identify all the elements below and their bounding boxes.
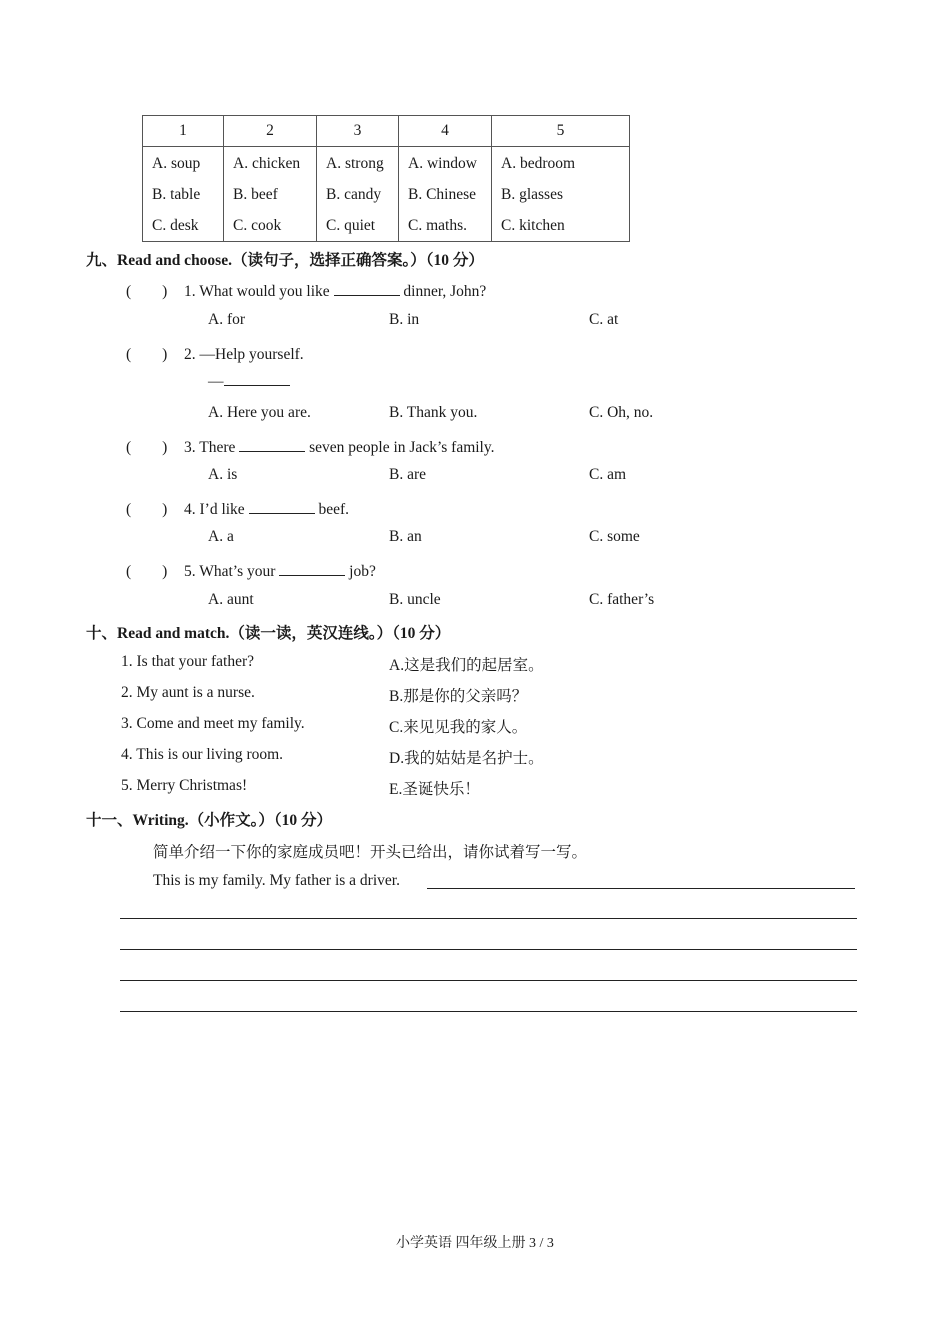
match-left-item[interactable]: 5. Merry Christmas! xyxy=(121,777,248,794)
table-row xyxy=(143,147,630,242)
table-header: 4 xyxy=(399,116,492,147)
table-header-row xyxy=(143,116,630,147)
reply-line xyxy=(208,373,290,391)
writing-starter: This is my family. My father is a driver. xyxy=(153,872,400,889)
dash-text: — xyxy=(208,373,224,390)
vocab-table xyxy=(142,115,630,242)
question-5 xyxy=(126,559,376,581)
option-text: A. strong xyxy=(326,155,384,172)
option-text: B. table xyxy=(152,186,201,203)
option-b: B. are xyxy=(389,466,427,483)
match-right-item[interactable]: A.这是我们的起居室。 xyxy=(389,657,544,674)
option-text: A. chicken xyxy=(233,155,301,172)
option-a: A. aunt xyxy=(208,591,254,608)
match-left-item[interactable]: 2. My aunt is a nurse. xyxy=(121,684,255,701)
option-c: C. am xyxy=(589,466,627,483)
table-cell xyxy=(492,147,630,242)
option-text: C. cook xyxy=(233,217,282,234)
option-text: B. candy xyxy=(326,186,382,203)
section-11-title: 十一、Writing.（小作文。）（10 分） xyxy=(86,812,332,829)
question-text: seven people in Jack’s family. xyxy=(305,439,495,456)
match-right-item[interactable]: E.圣诞快乐！ xyxy=(389,781,480,798)
page-footer: 小学英语 四年级上册 3 / 3 xyxy=(396,1236,554,1251)
answer-paren[interactable]: ( ) xyxy=(126,563,168,580)
option-a: A. is xyxy=(208,466,238,483)
option-a: A. a xyxy=(208,528,234,545)
answer-blank[interactable] xyxy=(249,501,315,514)
table-header: 5 xyxy=(492,116,630,147)
answer-paren[interactable]: ( ) xyxy=(126,501,168,518)
question-4 xyxy=(126,497,349,519)
question-text: 5. What’s your xyxy=(184,563,276,580)
option-text: A. window xyxy=(408,155,477,172)
option-b: B. uncle xyxy=(389,591,441,608)
option-text: C. quiet xyxy=(326,217,376,234)
table-header: 3 xyxy=(317,116,399,147)
question-text: dinner, John? xyxy=(399,283,487,300)
answer-paren[interactable]: ( ) xyxy=(126,346,168,363)
writing-line[interactable] xyxy=(120,1011,857,1012)
table-header: 1 xyxy=(143,116,224,147)
match-right-item[interactable]: C.来见见我的家人。 xyxy=(389,719,528,736)
option-text: A. bedroom xyxy=(501,155,576,172)
question-text: 4. I’d like xyxy=(184,501,245,518)
match-right-item[interactable]: B.那是你的父亲吗？ xyxy=(389,688,528,705)
option-c: C. father’s xyxy=(589,591,655,608)
option-c: C. some xyxy=(589,528,640,545)
question-1 xyxy=(126,279,486,301)
question-text: job? xyxy=(345,563,376,580)
question-text: beef. xyxy=(314,501,349,518)
option-c: C. Oh, no. xyxy=(589,404,654,421)
table-cell xyxy=(224,147,317,242)
table-cell xyxy=(399,147,492,242)
answer-blank[interactable] xyxy=(239,439,305,452)
match-left-item[interactable]: 1. Is that your father? xyxy=(121,653,254,670)
question-text: 2. —Help yourself. xyxy=(184,346,304,363)
answer-blank[interactable] xyxy=(224,373,290,386)
question-text: 1. What would you like xyxy=(184,283,330,300)
match-right-item[interactable]: D.我的姑姑是名护士。 xyxy=(389,750,544,767)
section-9-title: 九、Read and choose.（读句子，选择正确答案。）（10 分） xyxy=(86,252,484,269)
match-left-item[interactable]: 4. This is our living room. xyxy=(121,746,284,763)
option-text: B. glasses xyxy=(501,186,563,203)
option-c: C. at xyxy=(589,311,619,328)
writing-line[interactable] xyxy=(120,980,857,981)
option-text: B. Chinese xyxy=(408,186,477,203)
answer-blank[interactable] xyxy=(279,563,345,576)
option-a: A. for xyxy=(208,311,246,328)
option-b: B. in xyxy=(389,311,420,328)
option-text: B. beef xyxy=(233,186,278,203)
table-header: 2 xyxy=(224,116,317,147)
table-cell xyxy=(143,147,224,242)
match-left-item[interactable]: 3. Come and meet my family. xyxy=(121,715,305,732)
section-10-title: 十、Read and match.（读一读，英汉连线。）（10 分） xyxy=(86,625,451,642)
option-b: B. Thank you. xyxy=(389,404,478,421)
answer-blank[interactable] xyxy=(334,283,400,296)
option-a: A. Here you are. xyxy=(208,404,311,421)
answer-paren[interactable]: ( ) xyxy=(126,283,168,300)
table-cell xyxy=(317,147,399,242)
answer-paren[interactable]: ( ) xyxy=(126,439,168,456)
writing-line[interactable] xyxy=(427,888,855,889)
option-text: C. desk xyxy=(152,217,199,234)
question-text: 3. There xyxy=(184,439,236,456)
writing-instruction: 简单介绍一下你的家庭成员吧！开头已给出，请你试着写一写。 xyxy=(153,844,588,861)
writing-line[interactable] xyxy=(120,918,857,919)
writing-line[interactable] xyxy=(120,949,857,950)
option-b: B. an xyxy=(389,528,422,545)
option-text: C. maths. xyxy=(408,217,467,234)
option-text: A. soup xyxy=(152,155,201,172)
option-text: C. kitchen xyxy=(501,217,565,234)
question-3 xyxy=(126,435,494,457)
question-2 xyxy=(126,342,304,364)
